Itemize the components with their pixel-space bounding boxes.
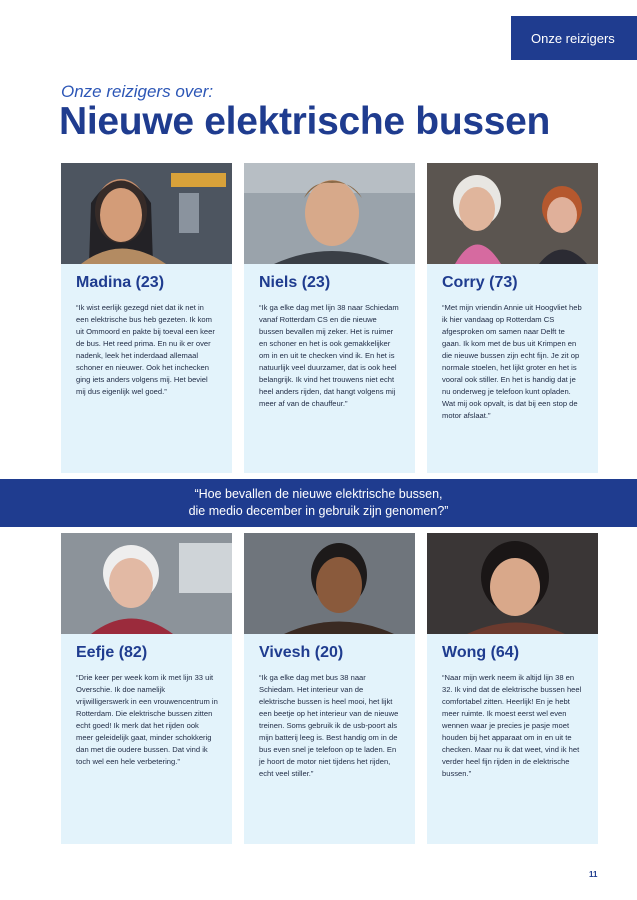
question-line-2: die medio december in gebruik zijn genomen?”	[188, 504, 449, 518]
traveler-card-eefje	[61, 533, 232, 844]
traveler-quote: “Met mijn vriendin Annie uit Hoogvliet heb ik hier vandaag op Rotterdam CS afgesproken om samen naar Delft te gaan. Ik kom met de bus uit Krimpen en die nieuwe bussen zijn echt fijn. Je zit op normale stoelen, het lijkt groter en het is vooral ook stiller. En het is handig dat je nu onderweg je telefoon kunt opladen. Wat mij ook opvalt, is dat bij een stop de motor afslaat.”	[442, 303, 582, 420]
portrait-photo	[61, 163, 232, 264]
portrait-photo	[61, 533, 232, 634]
traveler-name: Wong (64)	[442, 644, 520, 661]
question-line-1: “Hoe bevallen de nieuwe elektrische bussen,	[194, 487, 443, 501]
portrait-photo	[244, 163, 415, 264]
traveler-card-vivesh	[244, 533, 415, 844]
traveler-name: Corry (73)	[442, 274, 518, 291]
article-title: Nieuwe elektrische bussen	[59, 100, 551, 143]
traveler-quote: “Naar mijn werk neem ik altijd lijn 38 en 32. Ik vind dat de elektrische bussen heel comfortabel zitten. Heerlijk! En je hebt meer ruimte. Ik moest eerst wel even wennen waar je precies je pasje moet houden bij het apparaat om in en uit te checken. Maar nu ik dat weet, vind ik het verder heel fijn rijden in de elektrische bussen.”	[442, 673, 582, 778]
traveler-name: Eefje (82)	[76, 644, 148, 661]
traveler-quote: “Ik ga elke dag met bus 38 naar Schiedam. Het interieur van de elektrische bussen is heel mooi, het lijkt een beetje op het interieur van de nieuwe treinen. Soms gebruik ik de usb-poort als mijn batterij leeg is. Best handig om in de bus even snel je telefoon op te laden. En je hoort de motor niet tijdens het rijden, echt veel stiller.”	[259, 673, 399, 778]
question-banner	[0, 479, 637, 527]
traveler-card-niels	[244, 163, 415, 473]
traveler-card-madina	[61, 163, 232, 473]
traveler-quote: “Ik wist eerlijk gezegd niet dat ik net in een elektrische bus heb gezeten. Ik kom uit Ommoord en pakte bij toeval een keer de bus. Het reed prima. En nu ik er over nadenk, leek het inderdaad allemaal schoner en nieuwer. Ook het inchecken ging iets anders volgens mij. Het beviel mij dus eigenlijk wel goed.”	[76, 303, 215, 396]
traveler-name: Niels (23)	[259, 274, 331, 291]
traveler-quote: “Ik ga elke dag met lijn 38 naar Schiedam vanaf Rotterdam CS en die nieuwe bussen bevallen mij zeker. Het is ruimer en schoner en het is ook gemakkelijker om in en uit te checken vind ik. En het is natuurlijk veel duurzamer, dat is ook heel belangrijk. Ik vind het trouwens niet echt heel anders rijden, dat hangt volgens mij meer af van de chauffeur.”	[259, 303, 399, 408]
traveler-card-corry	[427, 163, 598, 473]
section-tab	[511, 16, 637, 60]
section-tab-label: Onze reizigers	[531, 30, 615, 46]
portrait-photo	[427, 533, 598, 634]
traveler-quote: “Drie keer per week kom ik met lijn 33 uit Overschie. Ik doe namelijk vrijwilligerswerk in een vrouwencentrum in Rotterdam. Die elektrische bussen zitten echt goed! Ik merk dat het rijden ook meer geleidelijk gaat, minder schokkerig dan met die oudere bussen. Dat vind ik toch wel een hele verbetering.”	[76, 673, 218, 766]
portrait-photo	[427, 163, 598, 264]
portrait-photo	[244, 533, 415, 634]
page-number: 11	[589, 870, 598, 879]
article-kicker: Onze reizigers over:	[61, 82, 214, 101]
traveler-name: Vivesh (20)	[259, 644, 344, 661]
traveler-name: Madina (23)	[76, 274, 165, 291]
traveler-card-wong	[427, 533, 598, 844]
